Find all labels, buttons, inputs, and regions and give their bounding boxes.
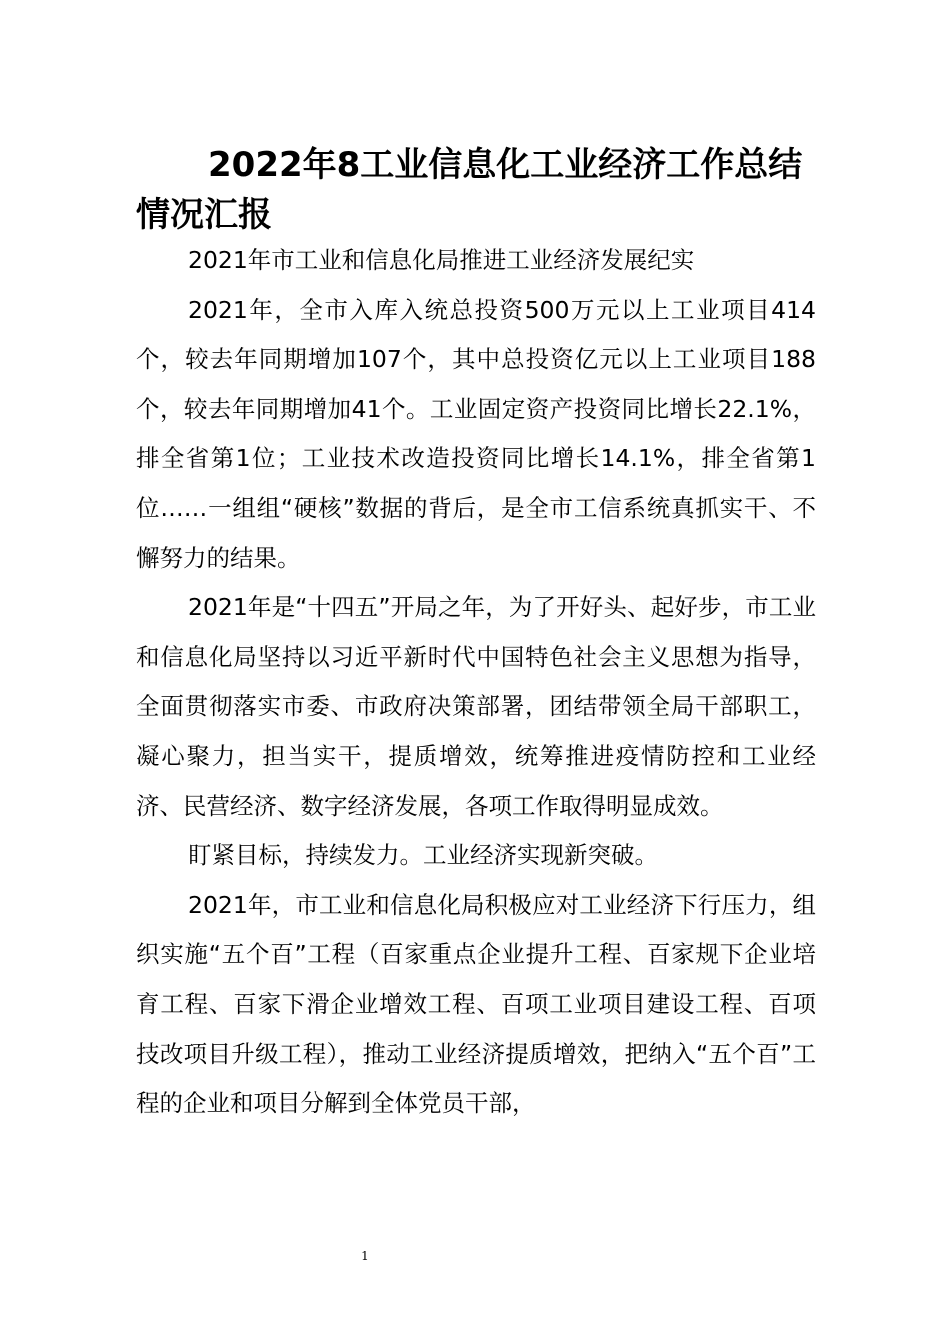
document-body — [136, 236, 816, 1129]
paragraph: 2021年是“十四五”开局之年，为了开好头、起好步，市工业和信息化局坚持以习近平新时代中国特色社会主义思想为指导，全面贯彻落实市委、市政府决策部署，团结带领全局干部职工，凝心聚力，担当实干，提质增效，统筹推进疫情防控和工业经济、民营经济、数字经济发展，各项工作取得明显成效。 — [136, 593, 816, 820]
paragraph: 2021年，市工业和信息化局积极应对工业经济下行压力，组织实施“五个百”工程（百家重点企业提升工程、百家规下企业培育工程、百家下滑企业增效工程、百项工业项目建设工程、百项技改项目升级工程），推动工业经济提质增效，把纳入“五个百”工程的企业和项目分解到全体党员干部， — [136, 890, 816, 1118]
page-number: 1 — [361, 1249, 369, 1263]
paragraph-heading: 盯紧目标，持续发力。工业经济实现新突破。 — [188, 841, 658, 870]
document-title: 2022年8工业信息化工业经济工作总结情况汇报 — [136, 145, 803, 235]
paragraph: 2021年，全市入库入统总投资500万元以上工业项目414个，较去年同期增加107个，其中总投资亿元以上工业项目188个，较去年同期增加41个。工业固定资产投资同比增长22.1%，排全省第1位；工业技术改造投资同比增长14.1%，排全省第1位……一组组“硬核”数据的背后，是全市工信系统真抓实干、不懈努力的结果。 — [136, 295, 816, 572]
paragraph-subtitle: 2021年市工业和信息化局推进工业经济发展纪实 — [188, 246, 695, 274]
